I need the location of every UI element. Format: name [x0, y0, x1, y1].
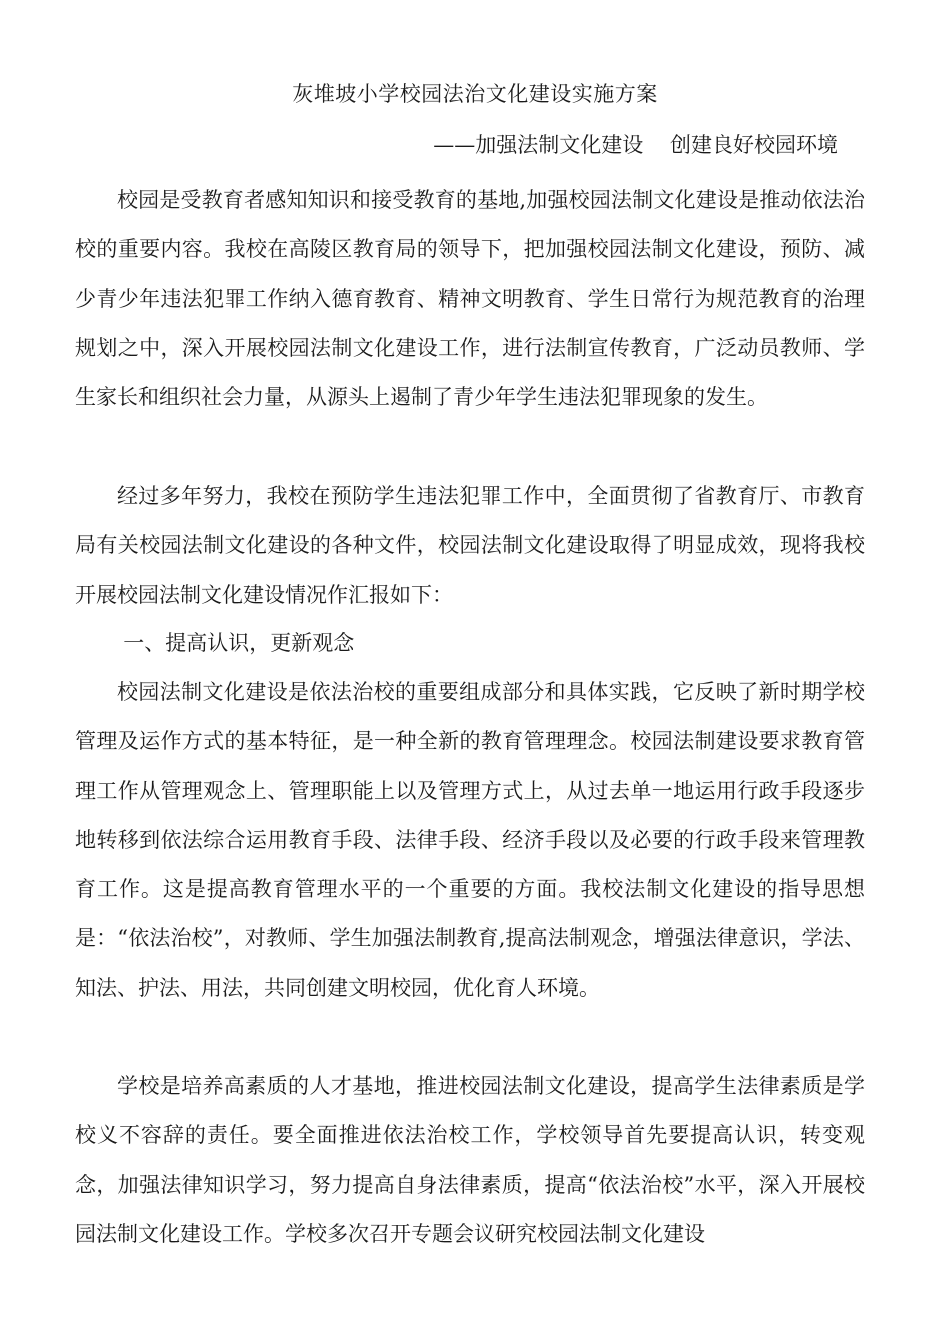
section-paragraph: 学校是培养高素质的人才基地，推进校园法制文化建设，提高学生法律素质是学校义不容辞的责任。要全面推进依法治校工作，学校领导首先要提高认识，转变观念，加强法律知识学习，努力提高自身法律素质，提高“依法治校”水平，深入开展校园法制文化建设工作。学校多次召开专题会议研究校园法制文化建设	[75, 1074, 865, 1246]
intro-paragraph: 校园是受教育者感知知识和接受教育的基地,加强校园法制文化建设是推动依法治校的重要内容。我校在高陵区教育局的领导下，把加强校园法制文化建设，预防、减少青少年违法犯罪工作纳入德育教育、精神文明教育、学生日常行为规范教育的治理规划之中，深入开展校园法制文化建设工作，进行法制宣传教育，广泛动员教师、学生家长和组织社会力量，从源头上遏制了青少年学生违法犯罪现象的发生。	[75, 188, 865, 410]
section-heading: 一、提高认识，更新观念	[123, 631, 355, 655]
document-subtitle: ——加强法制文化建设 创建良好校园环境	[433, 133, 838, 157]
summary-paragraph: 经过多年努力，我校在预防学生违法犯罪工作中，全面贯彻了省教育厅、市教育局有关校园法制文化建设的各种文件，校园法制文化建设取得了明显成效，现将我校开展校园法制文化建设情况作汇报如下：	[75, 484, 865, 607]
section-paragraph: 校园法制文化建设是依法治校的重要组成部分和具体实践，它反映了新时期学校管理及运作方式的基本特征，是一种全新的教育管理理念。校园法制建设要求教育管理工作从管理观念上、管理职能上以及管理方式上，从过去单一地运用行政手段逐步地转移到依法综合运用教育手段、法律手段、经济手段以及必要的行政手段来管理教育工作。这是提高教育管理水平的一个重要的方面。我校法制文化建设的指导思想是：“依法治校”，对教师、学生加强法制教育,提高法制观念，增强法律意识，学法、知法、护法、用法，共同创建文明校园，优化育人环境。	[75, 680, 865, 1000]
document-title: 灰堆坡小学校园法治文化建设实施方案	[292, 82, 658, 106]
